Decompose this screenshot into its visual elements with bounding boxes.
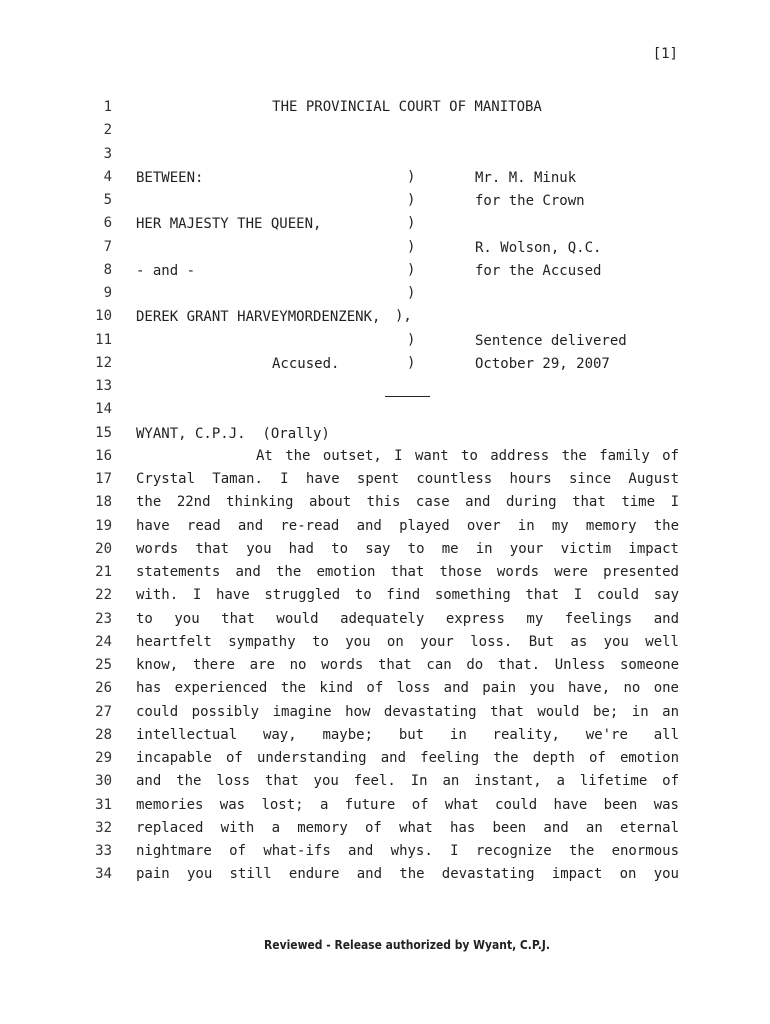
body-line: and the loss that you feel. In an instant, a lifetime of	[136, 773, 679, 790]
line-number: 32	[95, 819, 112, 836]
line-number: 10	[95, 308, 112, 325]
body-line: could possibly imagine how devastating that would be; in an	[136, 703, 679, 720]
line-number: 8	[103, 261, 112, 278]
body-line: words that you had to say to me in your victim impact	[136, 540, 679, 557]
line-number: 9	[103, 285, 112, 301]
line-number: 27	[95, 703, 112, 720]
line-number: 12	[95, 354, 112, 371]
caption-paren: )	[407, 168, 416, 185]
defence-counsel-role: for the Accused	[475, 263, 602, 279]
body-line: intellectual way, maybe; but in reality, we're all	[136, 726, 679, 743]
line-number: 18	[95, 494, 112, 511]
caption-paren: )	[407, 285, 416, 301]
line-number: 7	[103, 238, 112, 255]
line-number: 3	[103, 145, 112, 162]
crown-counsel: Mr. M. Minuk	[475, 170, 577, 186]
caption-paren: )	[407, 261, 416, 278]
body-line: with. I have struggled to find something that I could say	[136, 587, 679, 604]
judge-heading: WYANT, C.P.J. (Orally)	[136, 426, 330, 442]
caption-paren: )	[407, 238, 416, 255]
body-line: the 22nd thinking about this case and during that time I	[136, 494, 679, 511]
body-line: have read and re-read and played over in my memory the	[136, 517, 679, 534]
line-number: 14	[95, 401, 112, 418]
line-number: 25	[95, 657, 112, 673]
body-line: heartfelt sympathy to you on your loss. But as you well	[136, 633, 679, 650]
body-line: know, there are no words that can do that. Unless someone	[136, 657, 679, 673]
body-line: pain you still endure and the devastating impact on you	[136, 866, 679, 883]
line-number: 1	[103, 99, 112, 115]
crown-party: HER MAJESTY THE QUEEN,	[136, 216, 322, 232]
line-number: 30	[95, 773, 112, 790]
defence-counsel: R. Wolson, Q.C.	[475, 240, 602, 256]
caption-paren: )	[407, 354, 416, 371]
body-line: At the outset, I want to address the family of	[256, 447, 679, 464]
body-line: has experienced the kind of loss and pain you have, no one	[136, 680, 679, 697]
line-number: 15	[95, 424, 112, 441]
line-number: 22	[95, 587, 112, 604]
body-line: statements and the emotion that those words were presented	[136, 564, 679, 580]
body-line: incapable of understanding and feeling the depth of emotion	[136, 750, 679, 766]
caption-divider	[385, 396, 430, 397]
line-number: 16	[95, 447, 112, 464]
line-number: 34	[95, 866, 112, 883]
caption-paren: )	[407, 215, 416, 232]
line-number: 17	[95, 471, 112, 487]
line-number: 6	[103, 215, 112, 232]
page-number: [1]	[652, 46, 678, 62]
line-number: 24	[95, 633, 112, 650]
line-number: 11	[95, 331, 112, 348]
crown-counsel-role: for the Crown	[475, 193, 585, 209]
line-number: 5	[103, 192, 112, 208]
caption-paren: )	[407, 331, 416, 348]
line-number: 20	[95, 540, 112, 557]
between-label: BETWEEN:	[136, 170, 204, 186]
body-line: Crystal Taman. I have spent countless hours since August	[136, 471, 679, 487]
line-number: 29	[95, 750, 112, 766]
line-number: 4	[103, 168, 112, 185]
caption-paren: )	[407, 192, 416, 208]
line-number: 31	[95, 796, 112, 813]
line-number: 21	[95, 564, 112, 580]
body-line: nightmare of what-ifs and whys. I recognize the enormous	[136, 843, 679, 859]
and-separator: - and -	[136, 263, 196, 279]
body-line: replaced with a memory of what has been and an eternal	[136, 819, 679, 836]
line-number: 28	[95, 726, 112, 743]
sentence-date: October 29, 2007	[475, 356, 610, 372]
line-number: 19	[95, 517, 112, 534]
accused-party: DEREK GRANT HARVEYMORDENZENK,	[136, 309, 381, 325]
accused-label: Accused.	[272, 356, 340, 372]
line-number: 13	[95, 378, 112, 394]
body-line: to you that would adequately express my feelings and	[136, 610, 679, 627]
line-number: 23	[95, 610, 112, 627]
caption-paren: ),	[395, 308, 412, 325]
line-number: 33	[95, 843, 112, 859]
line-number: 26	[95, 680, 112, 697]
release-footer: Reviewed - Release authorized by Wyant, C.P.J.	[264, 937, 550, 952]
court-title: THE PROVINCIAL COURT OF MANITOBA	[272, 99, 542, 115]
line-number: 2	[103, 122, 112, 139]
body-line: memories was lost; a future of what could have been was	[136, 796, 679, 813]
sentence-label: Sentence delivered	[475, 333, 627, 349]
